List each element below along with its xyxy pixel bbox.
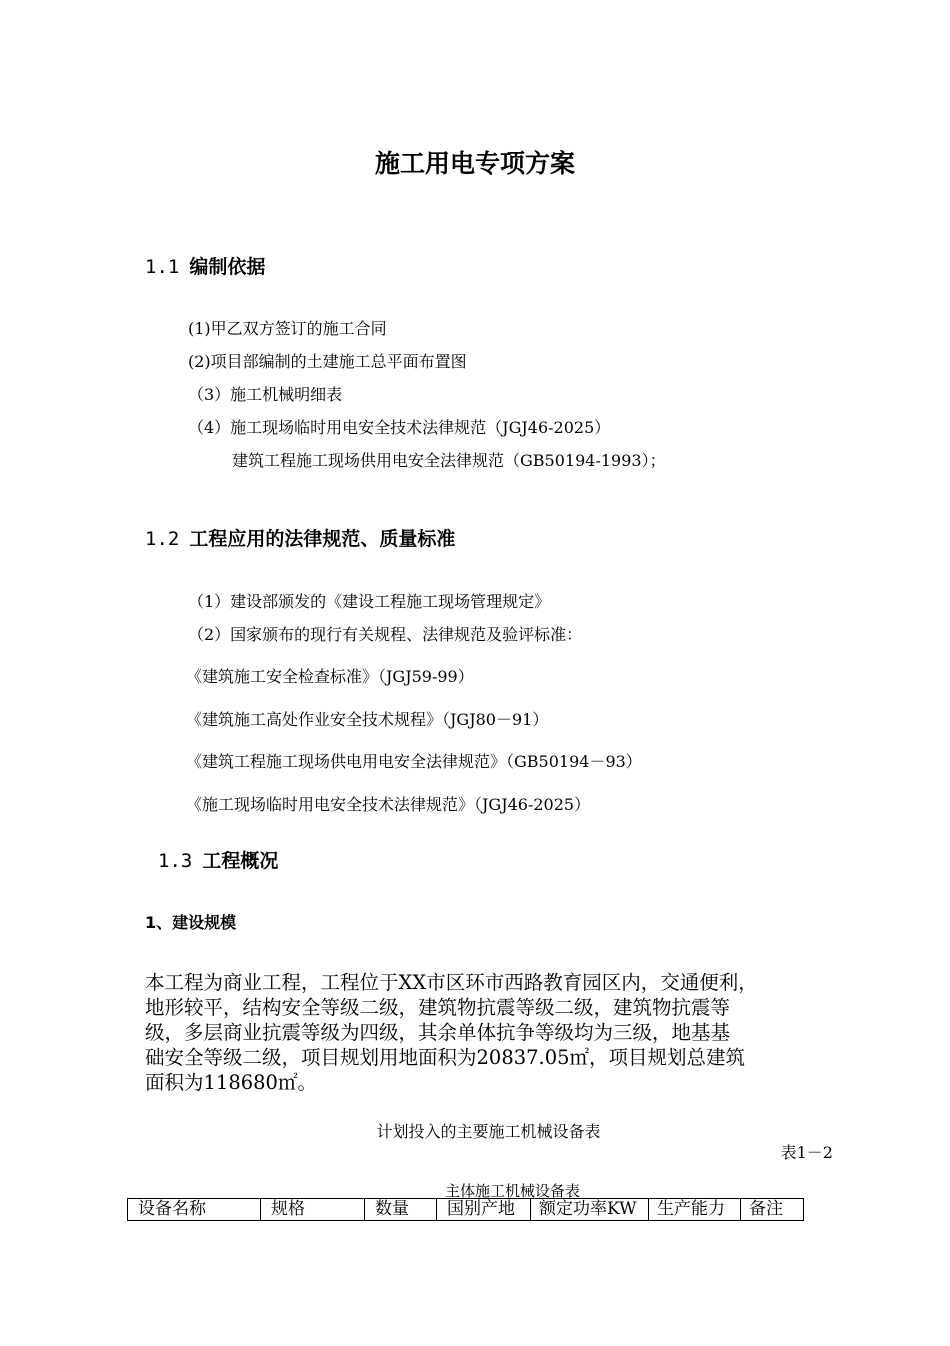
list-item: 《建筑施工高处作业安全技术规程》（JGJ80－91） (186, 710, 549, 729)
section-heading-1-3 (158, 846, 278, 873)
section-heading-1-1 (145, 252, 265, 279)
list-item: 《建筑施工安全检查标准》（JGJ59-99） (186, 667, 474, 686)
list-item: 《建筑工程施工现场供电用电安全法律规范》（GB50194－93） (186, 752, 642, 771)
table-header-row (128, 1199, 804, 1221)
document-title: 施工用电专项方案 (374, 149, 575, 178)
list-item: （4）施工现场临时用电安全技术法律规范（JGJ46-2025） (188, 418, 611, 437)
paragraph-line: 面积为118680㎡。 (145, 1071, 317, 1094)
equipment-table (127, 1198, 804, 1221)
section-number: 1.2 (145, 528, 180, 550)
section-number: 1.1 (145, 256, 180, 278)
list-item: (1)甲乙双方签订的施工合同 (188, 319, 387, 338)
section-number: 1.3 (158, 850, 193, 872)
paragraph-line: 本工程为商业工程，工程位于XX市区环市西路教育园区内，交通便利， (145, 971, 758, 994)
paragraph-line: 础安全等级二级，项目规划用地面积为20837.05㎡，项目规划总建筑 (145, 1046, 746, 1069)
list-item: (2)项目部编制的土建施工总平面布置图 (188, 352, 467, 371)
section-heading-1-2 (145, 524, 455, 551)
paragraph-line: 地形较平，结构安全等级二级，建筑物抗震等级二级，建筑物抗震等 (145, 996, 731, 1019)
subheading: 1、建设规模 (145, 913, 237, 932)
table-header-cell: 额定功率KW (531, 1199, 649, 1221)
table-caption: 计划投入的主要施工机械设备表 (376, 1122, 601, 1141)
table-title: 主体施工机械设备表 (444, 1182, 580, 1200)
section-title: 编制依据 (189, 256, 266, 278)
list-item: （1）建设部颁发的《建设工程施工现场管理规定》 (188, 592, 551, 611)
table-header-cell: 设备名称 (128, 1199, 261, 1221)
table-number: 表1－2 (780, 1143, 833, 1162)
table-header-cell: 生产能力 (649, 1199, 741, 1221)
list-item: （3）施工机械明细表 (188, 385, 343, 404)
table-header-cell: 备注 (741, 1199, 804, 1221)
section-title: 工程应用的法律规范、质量标准 (189, 528, 456, 550)
table-header-cell: 数量 (365, 1199, 437, 1221)
section-title: 工程概况 (202, 850, 279, 872)
table-header-cell: 规格 (261, 1199, 365, 1221)
list-item: （2）国家颁布的现行有关规程、法律规范及验评标准： (188, 625, 583, 644)
table-header-cell: 国别产地 (437, 1199, 531, 1221)
list-item: 建筑工程施工现场供用电安全法律规范（GB50194-1993）； (232, 451, 666, 470)
overview-paragraph (145, 970, 845, 1095)
list-item: 《施工现场临时用电安全技术法律规范》（JGJ46-2025） (186, 795, 591, 814)
paragraph-line: 级，多层商业抗震等级为四级，其余单体抗争等级均为三级，地基基 (145, 1021, 731, 1044)
